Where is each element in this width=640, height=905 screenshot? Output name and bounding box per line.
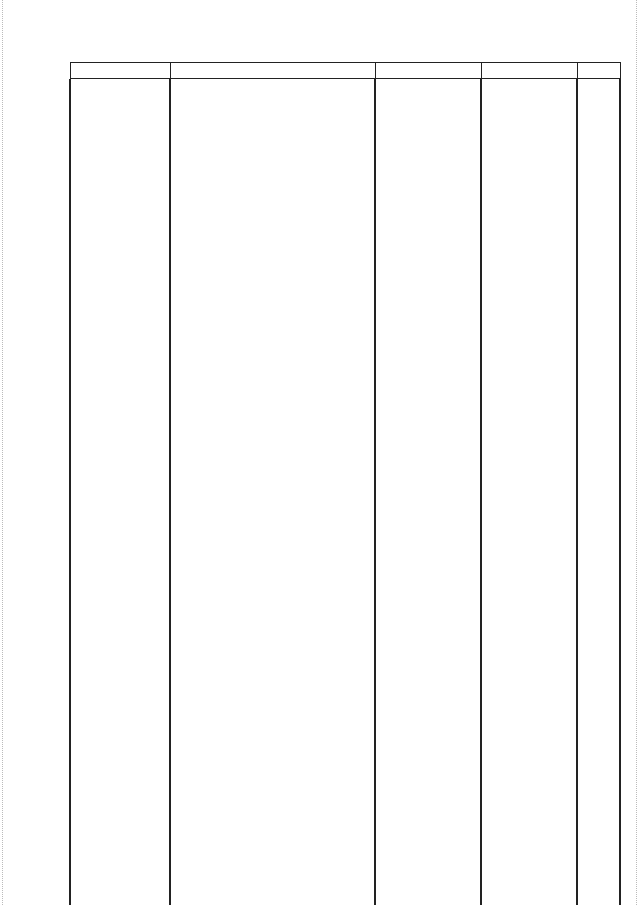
scan-edge-left: [2, 0, 4, 905]
column-header-3: [376, 63, 482, 79]
column-rule: [69, 79, 71, 905]
column-rule: [374, 79, 376, 905]
scan-edge-right: [636, 0, 638, 905]
column-rule: [619, 79, 621, 905]
column-header-2: [171, 63, 376, 79]
column-rule: [169, 79, 171, 905]
column-header-4: [482, 63, 578, 79]
column-header-5: [578, 63, 621, 79]
column-rule: [480, 79, 482, 905]
column-header-1: [71, 63, 171, 79]
column-rule: [576, 79, 578, 905]
column-header-row: [70, 62, 621, 79]
